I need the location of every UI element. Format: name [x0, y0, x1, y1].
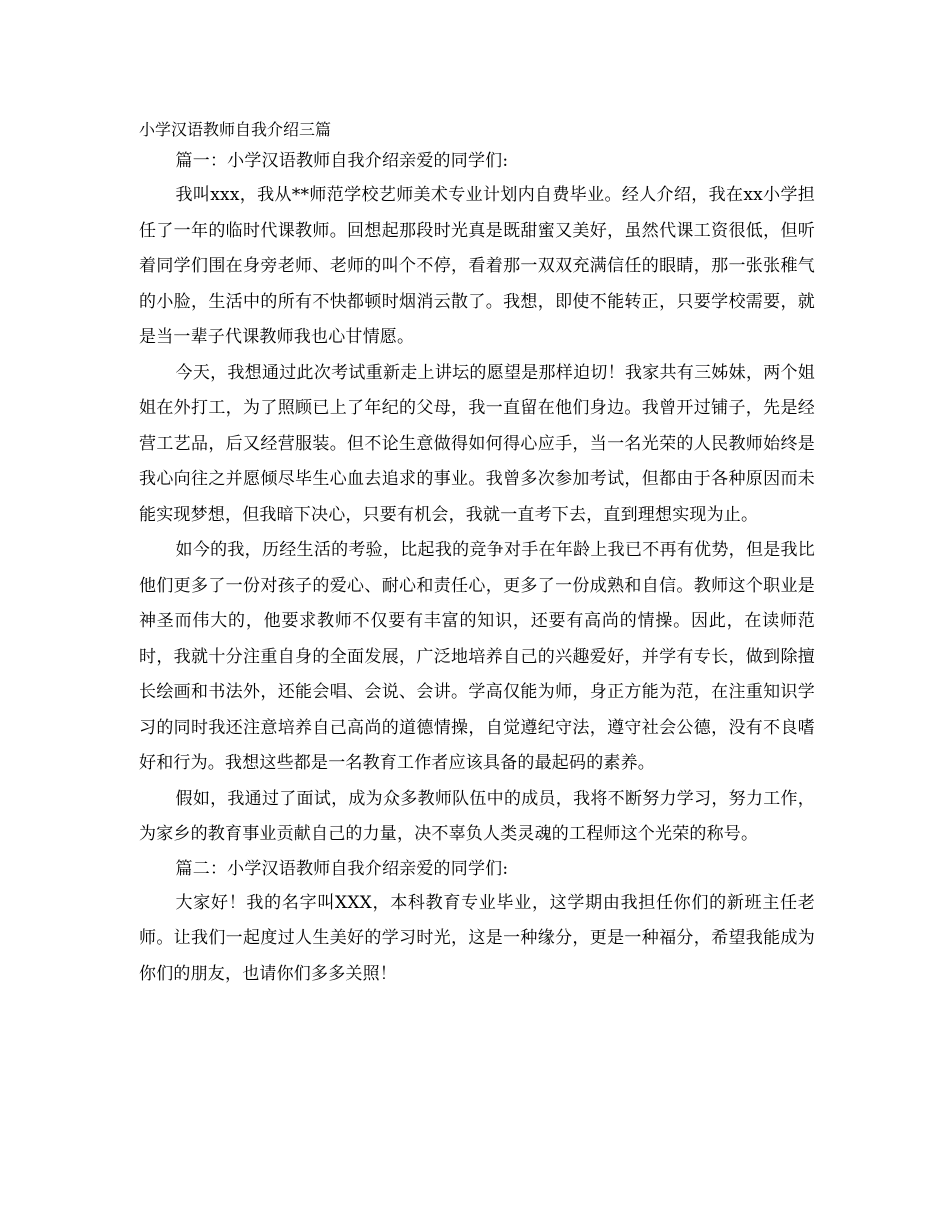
paragraph: 大家好！我的名字叫XXX，本科教育专业毕业，这学期由我担任你们的新班主任老师。让我们一起度过人生美好的学习时光，这是一种缘分，更是一种福分，希望我能成为你们的朋友，也请你们多多关照！ [139, 892, 815, 984]
section-heading-1: 篇一：小学汉语教师自我介绍亲爱的同学们: [175, 151, 509, 171]
section-heading-2: 篇二：小学汉语教师自我介绍亲爱的同学们: [175, 858, 509, 879]
document-title: 小学汉语教师自我介绍三篇 [139, 120, 332, 139]
document-page [139, 115, 815, 992]
paragraph: 我叫xxx，我从**师范学校艺师美术专业计划内自费毕业。经人介绍，我在xx小学担任了一年的临时代课教师。回想起那段时光真是既甜蜜又美好，虽然代课工资很低，但听着同学们围在身旁老师、老师的叫个不停，看着那一双双充满信任的眼睛，那一张张稚气的小脸，生活中的所有不快都顿时烟消云散了。我想，即使不能转正，只要学校需要，就是当一辈子代课教师我也心甘情愿。 [139, 185, 815, 347]
paragraph: 今天，我想通过此次考试重新走上讲坛的愿望是那样迫切！我家共有三姊妹，两个姐姐在外打工，为了照顾已上了年纪的父母，我一直留在他们身边。我曾开过铺子，先是经营工艺品，后又经营服装。但不论生意做得如何得心应手，当一名光荣的人民教师始终是我心向往之并愿倾尽毕生心血去追求的事业。我曾多次参加考试，但都由于各种原因而未能实现梦想，但我暗下决心，只要有机会，我就一直考下去，直到理想实现为止。 [139, 362, 815, 525]
paragraph: 假如，我通过了面试，成为众多教师队伍中的成员，我将不断努力学习，努力工作，为家乡的教育事业贡献自己的力量，决不辜负人类灵魂的工程师这个光荣的称号。 [139, 788, 815, 844]
paragraph: 如今的我，历经生活的考验，比起我的竞争对手在年龄上我已不再有优势，但是我比他们更多了一份对孩子的爱心、耐心和责任心，更多了一份成熟和自信。教师这个职业是神圣而伟大的，他要求教师不仅要有丰富的知识，还要有高尚的情操。因此，在读师范时，我就十分注重自身的全面发展，广泛地培养自己的兴趣爱好，并学有专长，做到除擅长绘画和书法外，还能会唱、会说、会讲。学高仅能为师，身正方能为范，在注重知识学习的同时我还注意培养自己高尚的道德情操，自觉遵纪守法，遵守社会公德，没有不良嗜好和行为。我想这些都是一名教育工作者应该具备的最起码的素养。 [139, 540, 815, 773]
